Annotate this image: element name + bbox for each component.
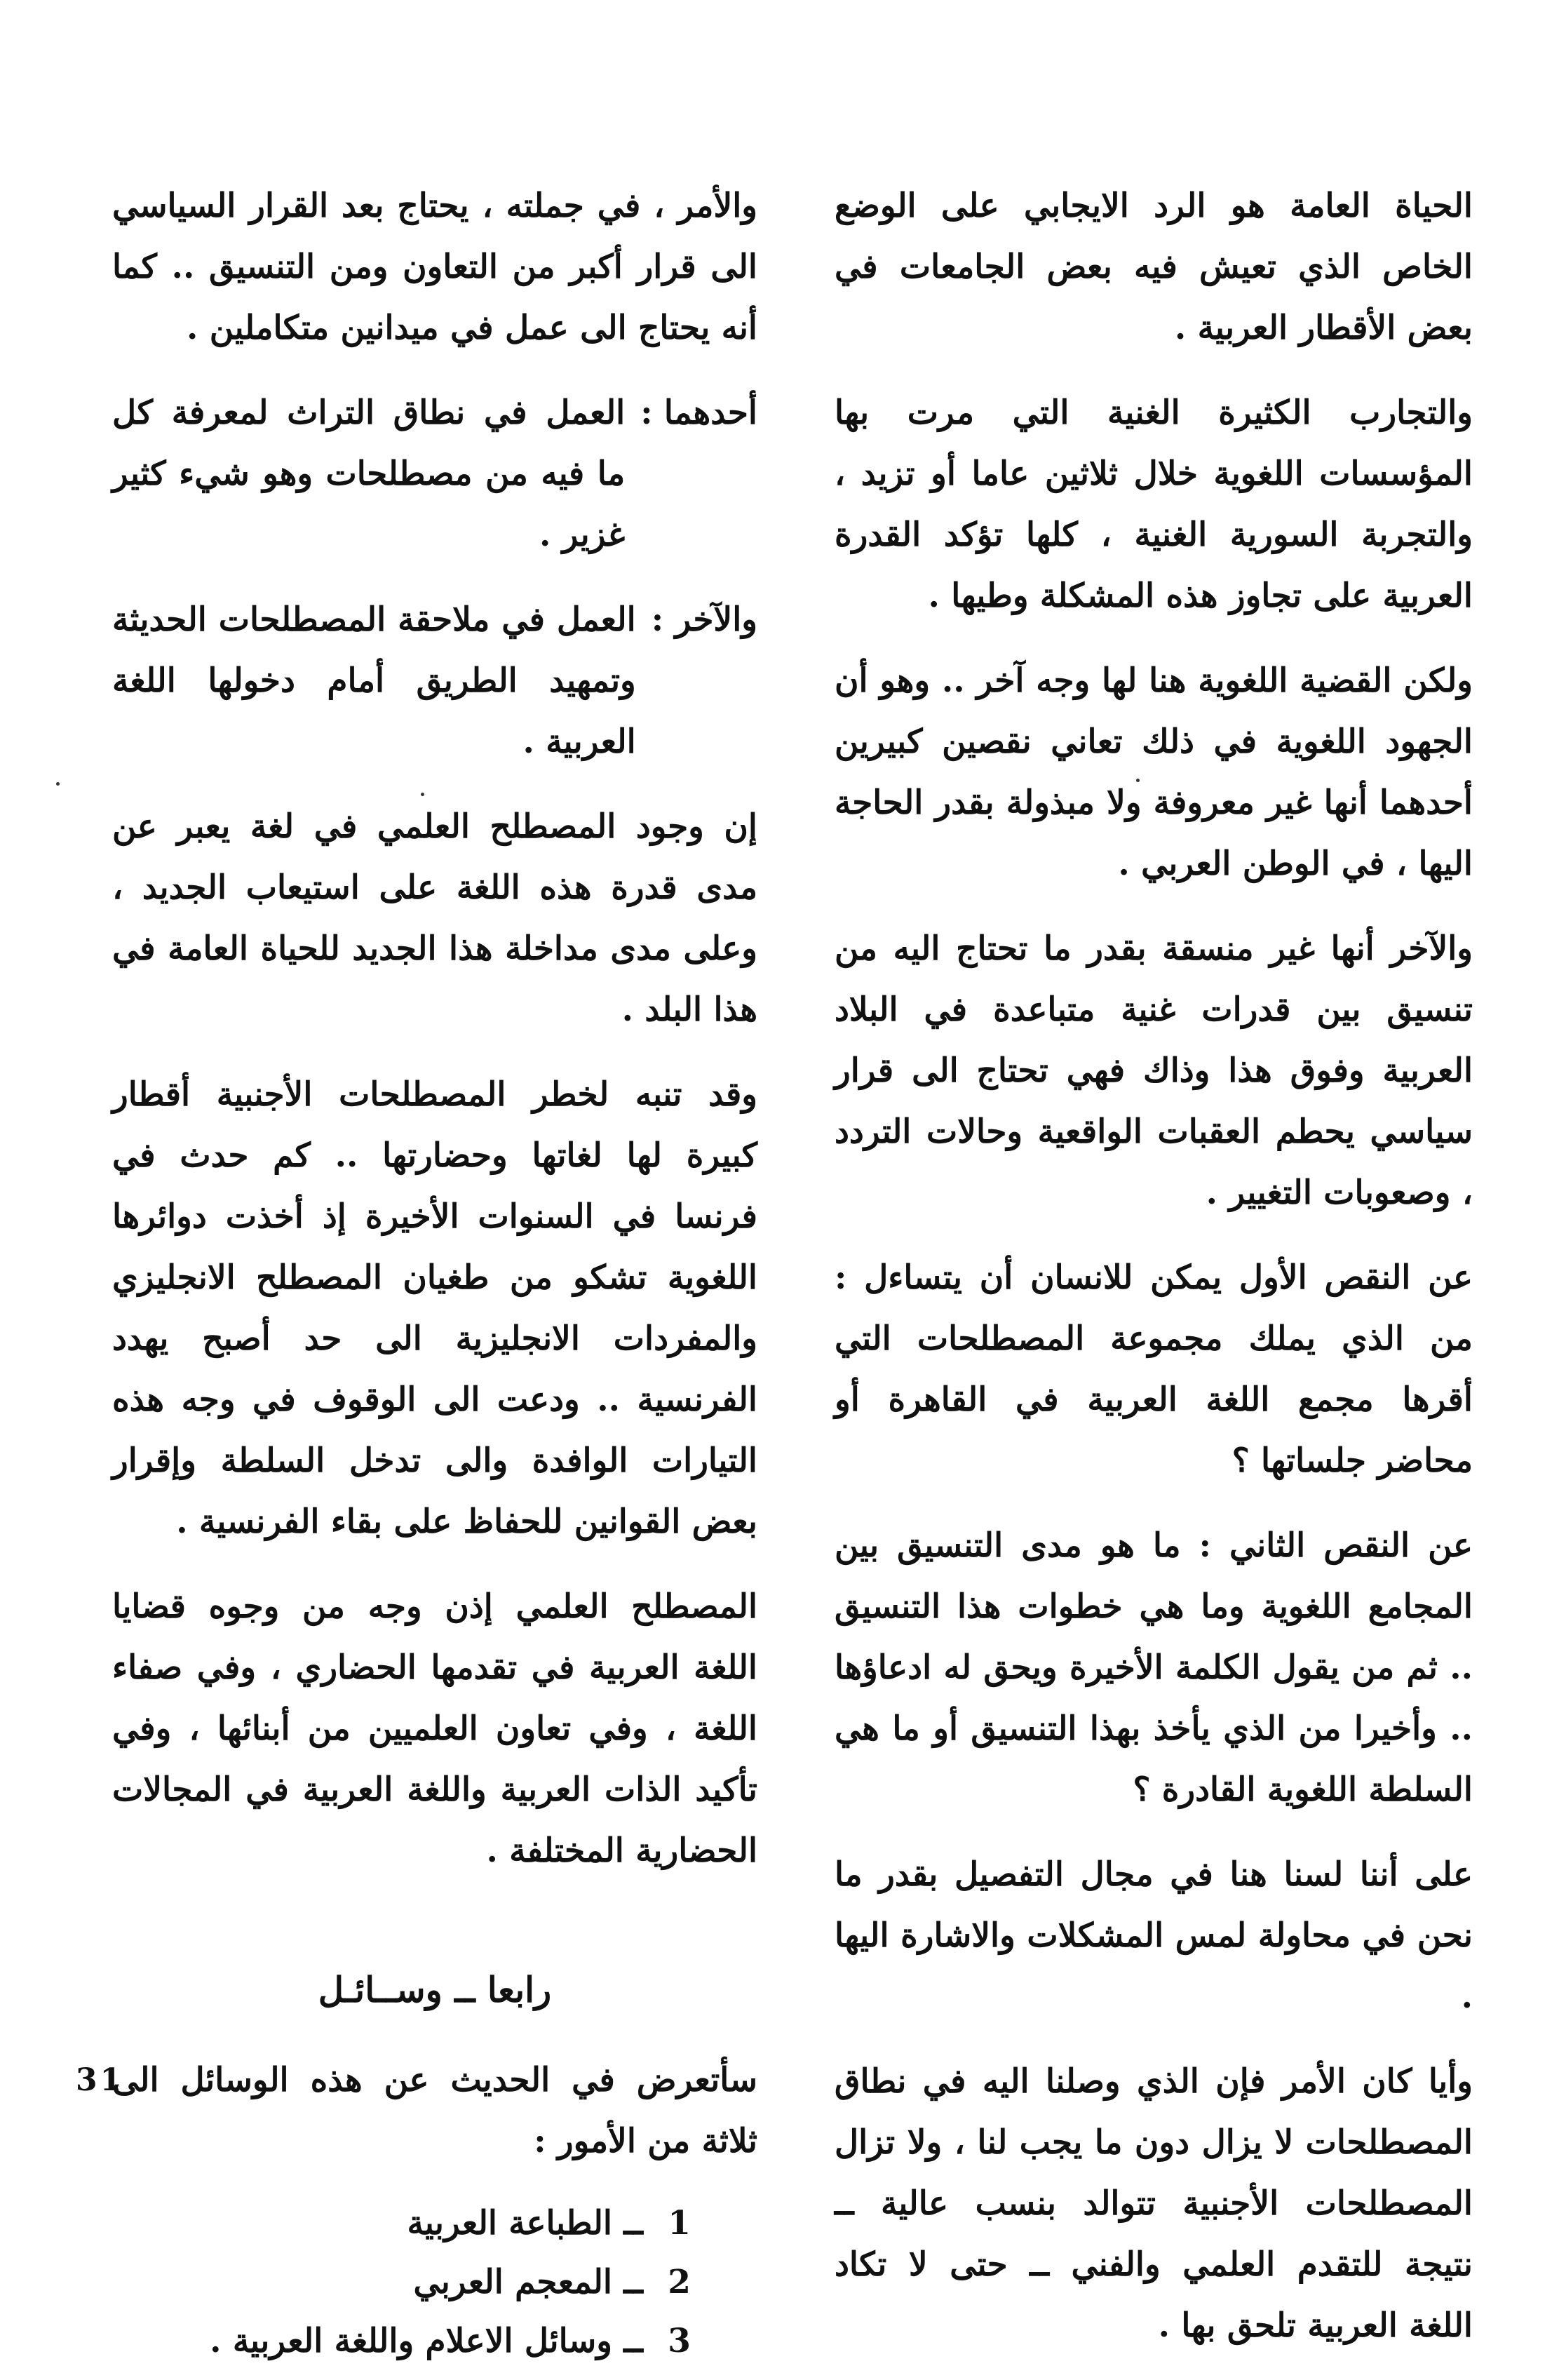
page-number: 31 xyxy=(76,2062,125,2098)
paragraph: إن وجود المصطلح العلمي في لغة يعبر عن مدى قدرة هذه اللغة على استيعاب الجديد ، وعلى مدى مداخلة هذا الجديد للحياة العامة في هذا البلد . xyxy=(112,807,757,1029)
section-heading: رابعا ــ وســائـل xyxy=(318,1969,552,2010)
list-item xyxy=(112,2196,691,2252)
left-column xyxy=(112,175,757,2372)
list-item-dash: ــ xyxy=(623,2204,643,2243)
right-column xyxy=(835,175,1473,2380)
paragraph: عن النقص الأول يمكن للانسان أن يتساءل : من الذي يملك مجموعة المصطلحات التي أقرها مجمع اللغة العربية في القاهرة أو محاضر جلساتها ؟ xyxy=(835,1258,1473,1480)
paragraph: ولكن القضية اللغوية هنا لها وجه آخر .. وهو أن الجهود اللغوية في ذلك تعاني نقصين كبيرين أحدهما أنها غير معروفة ولا مبذولة بقدر الحاجة اليها ، في الوطن العربي . xyxy=(835,661,1473,883)
scan-speck xyxy=(56,782,60,786)
paragraph: والآخر أنها غير منسقة بقدر ما تحتاج اليه من تنسيق بين قدرات غنية متباعدة في البلاد العربية وفوق هذا وذاك فهي تحتاج الى قرار سياسي يحطم العقبات الواقعية وحالات التردد ، وصعوبات التغيير . xyxy=(835,929,1473,1212)
field-item-text: العمل في ملاحقة المصطلحات الحديثة وتمهيد الطريق أمام دخولها اللغة العربية . xyxy=(112,600,636,761)
paragraph: والتجارب الكثيرة الغنية التي مرت بها المؤسسات اللغوية خلال ثلاثين عاما أو تزيد ، والتجربة السورية الغنية ، كلها تؤكد القدرة العربية على تجاوز هذه المشكلة وطيها . xyxy=(835,394,1473,615)
list-item xyxy=(112,2313,691,2369)
list-item-number: 3 xyxy=(668,2322,691,2360)
field-item-text: العمل في نطاق التراث لمعرفة كل ما فيه من مصطلحات وهو شيء كثير غزير . xyxy=(112,394,626,554)
paragraph: والأمر ، في جملته ، يحتاج بعد القرار السياسي الى قرار أكبر من التعاون ومن التنسيق .. كما أنه يحتاج الى عمل في ميدانين متكاملين . xyxy=(112,187,757,347)
list-item xyxy=(112,2254,691,2311)
list-item-text: وسائل الاعلام واللغة العربية . xyxy=(210,2322,612,2360)
means-list xyxy=(112,2196,757,2369)
paragraph: سأتعرض في الحديث عن هذه الوسائل الى ثلاثة من الأمور : xyxy=(112,2061,757,2160)
paragraph: وأيا كان الأمر فإن الذي وصلنا اليه في نطاق المصطلحات لا يزال دون ما يجب لنا ، ولا تزال المصطلحات الأجنبية تتوالد بنسب عالية ــ نتيجة للتقدم العلمي والفني ــ حتى لا تكاد اللغة العربية تلحق بها . xyxy=(835,2062,1473,2345)
scan-speck xyxy=(421,793,424,796)
list-item-text: الطباعة العربية xyxy=(407,2204,612,2243)
field-item-label: أحدهما : xyxy=(640,394,757,432)
paragraph: على أننا لسنا هنا في مجال التفصيل بقدر ما نحن في محاولة لمس المشكلات والاشارة اليها . xyxy=(835,1855,1473,2016)
field-item-heritage xyxy=(112,382,757,565)
paragraph: الحياة العامة هو الرد الايجابي على الوضع الخاص الذي تعيش فيه بعض الجامعات في بعض الأقطار العربية . xyxy=(835,187,1473,347)
list-item-dash: ــ xyxy=(623,2263,643,2301)
list-item-text: المعجم العربي xyxy=(413,2263,612,2301)
scan-speck xyxy=(1136,779,1140,782)
field-item-label: والآخر : xyxy=(651,600,757,639)
paragraph: وقد تنبه لخطر المصطلحات الأجنبية أقطار كبيرة لها لغاتها وحضارتها .. كم حدث في فرنسا في السنوات الأخيرة إذ أخذت دوائرها اللغوية تشكو من طغيان المصطلح الانجليزي والمفردات الانجليزية الى حد أصبح يهدد الفرنسية .. ودعت الى الوقوف في وجه هذه التيارات الوافدة والى تدخل السلطة وإقرار بعض القوانين للحفاظ على بقاء الفرنسية . xyxy=(112,1075,757,1541)
field-item-modern xyxy=(112,589,757,772)
list-item-number: 2 xyxy=(668,2263,691,2301)
paragraph: المصطلح العلمي إذن وجه من وجوه قضايا اللغة العربية في تقدمها الحضاري ، وفي صفاء اللغة ، وفي تعاون العلميين من أبنائها ، وفي تأكيد الذات العربية واللغة العربية في المجالات الحضارية المختلفة . xyxy=(112,1587,757,1870)
list-item-dash: ــ xyxy=(623,2322,643,2360)
list-item-number: 1 xyxy=(668,2204,691,2243)
paragraph: عن النقص الثاني : ما هو مدى التنسيق بين المجامع اللغوية وما هي خطوات هذا التنسيق .. ثم من يقول الكلمة الأخيرة ويحق له ادعاؤها .. وأخيرا من الذي يأخذ بهذا التنسيق أو ما هي السلطة اللغوية القادرة ؟ xyxy=(835,1526,1473,1809)
